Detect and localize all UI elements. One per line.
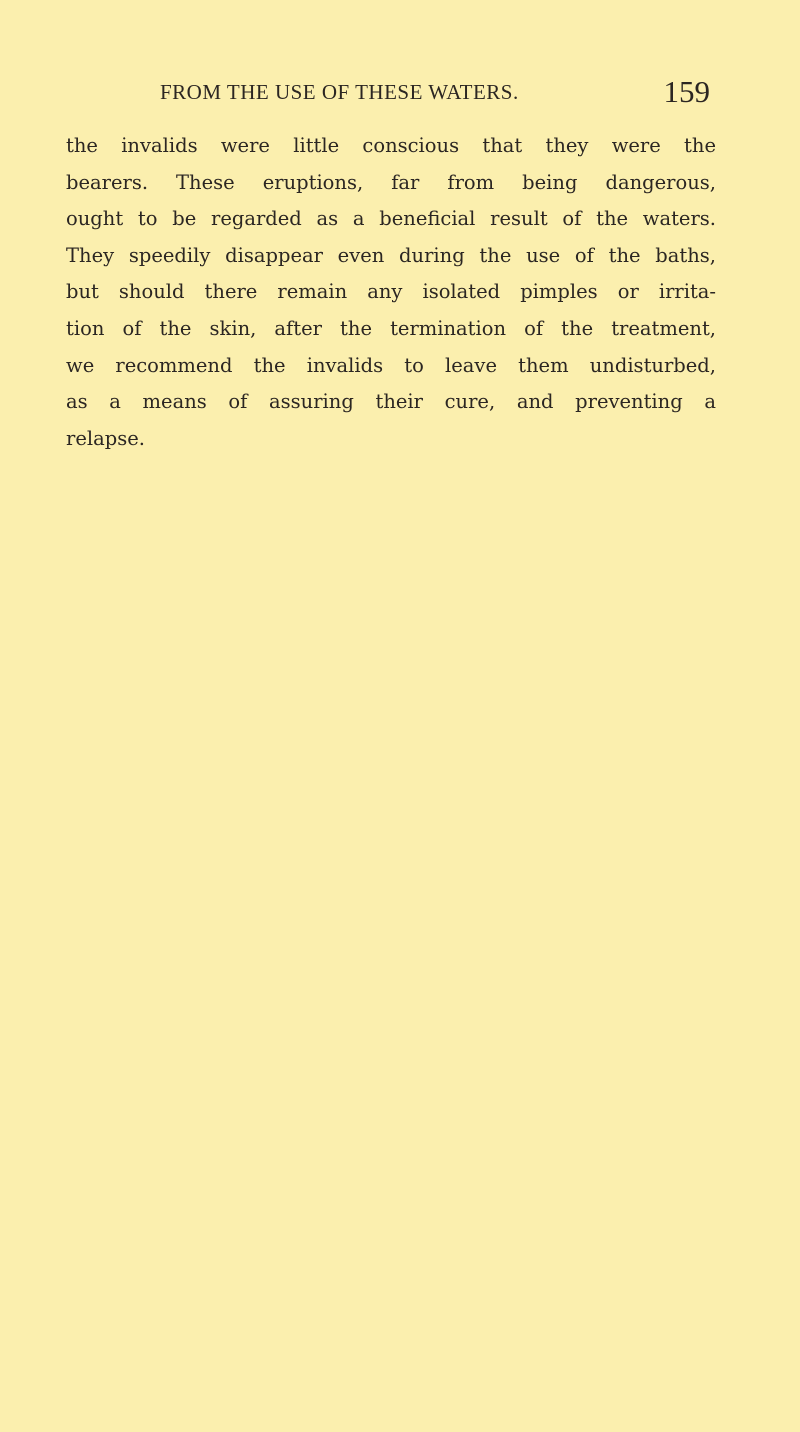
body-paragraph xyxy=(66,128,716,457)
text-line: we recommend the invalids to leave them undisturbed, xyxy=(66,353,716,377)
text-line: as a means of assuring their cure, and preventing a xyxy=(66,390,716,414)
running-title: FROM THE USE OF THESE WATERS. xyxy=(160,80,519,104)
text-line: the invalids were little conscious that they were the xyxy=(66,134,716,157)
text-line: relapse. xyxy=(66,426,145,450)
page-number: 159 xyxy=(663,74,710,109)
text-line: They speedily disappear even during the use of the baths, xyxy=(66,243,716,267)
running-head xyxy=(130,76,710,116)
text-line: tion of the skin, after the termination of the treatment, xyxy=(66,316,716,340)
text-line: but should there remain any isolated pimples or irrita- xyxy=(66,280,716,304)
text-line: bearers. These eruptions, far from being dangerous, xyxy=(66,170,716,194)
text-line: ought to be regarded as a beneficial result of the waters. xyxy=(66,207,716,231)
